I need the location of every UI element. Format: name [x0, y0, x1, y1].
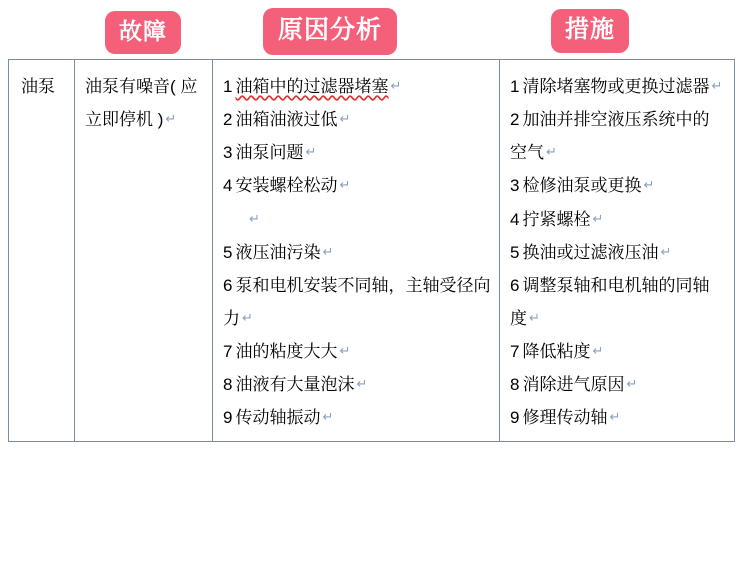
cause-item: 9 传动轴振动 ↵ [223, 408, 334, 428]
fault-line-2: 立即停机 ) ↵ [85, 110, 177, 130]
badge-measure: 措施 [551, 9, 629, 53]
measure-item: 5 换油或过滤液压油 ↵ [510, 242, 672, 262]
pilcrow-icon: ↵ [249, 210, 260, 226]
pilcrow-icon: ↵ [529, 309, 540, 325]
pilcrow-icon: ↵ [305, 144, 317, 160]
pilcrow-icon: ↵ [390, 78, 402, 93]
pilcrow-icon: ↵ [322, 409, 334, 425]
measure-item: 6 调整泵轴和电机轴的同轴度 ↵ [510, 275, 710, 328]
table-row [9, 60, 735, 442]
pilcrow-icon: ↵ [660, 243, 672, 259]
fault-line-1: 油泵有噪音( 应 [85, 77, 198, 96]
pilcrow-icon: ↵ [339, 111, 351, 127]
badge-cause-analysis: 原因分析 [263, 8, 397, 55]
cell-causes [213, 60, 500, 442]
cell-measures [500, 60, 735, 442]
category-label: 油泵 [21, 77, 55, 96]
pilcrow-icon: ↵ [609, 409, 621, 425]
pilcrow-icon: ↵ [356, 376, 368, 392]
pilcrow-icon: ↵ [711, 78, 723, 93]
pilcrow-icon: ↵ [339, 177, 351, 193]
measure-item: 9 修理传动轴 ↵ [510, 408, 621, 428]
pilcrow-icon: ↵ [592, 210, 604, 226]
badge-fault: 故障 [105, 11, 181, 54]
pilcrow-icon: ↵ [643, 177, 655, 193]
fault-table [8, 59, 735, 442]
cause-item: 2 油箱油液过低 ↵ [223, 110, 351, 130]
pilcrow-icon: ↵ [546, 144, 557, 160]
cause-item: 8 油液有大量泡沫 ↵ [223, 375, 368, 395]
cell-fault [75, 60, 213, 442]
cause-item: 3 油泵问题 ↵ [223, 143, 317, 163]
cause-item: 4 安装螺栓松动 ↵ [223, 176, 351, 196]
measure-item: 2 加油并排空液压系统中的空气 ↵ [510, 110, 710, 163]
cause-item: 1 油箱中的过滤器堵塞 ↵ [223, 77, 402, 96]
header-badges [0, 0, 741, 60]
cause-item: 5 液压油污染 ↵ [223, 242, 334, 262]
pilcrow-icon: ↵ [322, 243, 334, 259]
pilcrow-icon: ↵ [339, 342, 351, 358]
cell-category [9, 60, 75, 442]
measure-item: 3 检修油泵或更换 ↵ [510, 176, 655, 196]
pilcrow-icon: ↵ [626, 376, 638, 392]
measure-item: 1 清除堵塞物或更换过滤器 ↵ [510, 77, 723, 96]
pilcrow-icon: ↵ [592, 343, 604, 359]
cause-item: 6 泵和电机安装不同轴，主轴受径向力 ↵ [223, 275, 491, 328]
cause-blank-line [223, 203, 491, 236]
pilcrow-icon: ↵ [242, 309, 253, 325]
pilcrow-icon: ↵ [165, 111, 177, 127]
measure-item: 7 降低粘度 ↵ [510, 342, 604, 362]
measure-item: 4 拧紧螺栓 ↵ [510, 209, 604, 229]
cause-item: 7 油的粘度大大 ↵ [223, 341, 351, 361]
measure-item: 8 消除进气原因 ↵ [510, 375, 638, 395]
